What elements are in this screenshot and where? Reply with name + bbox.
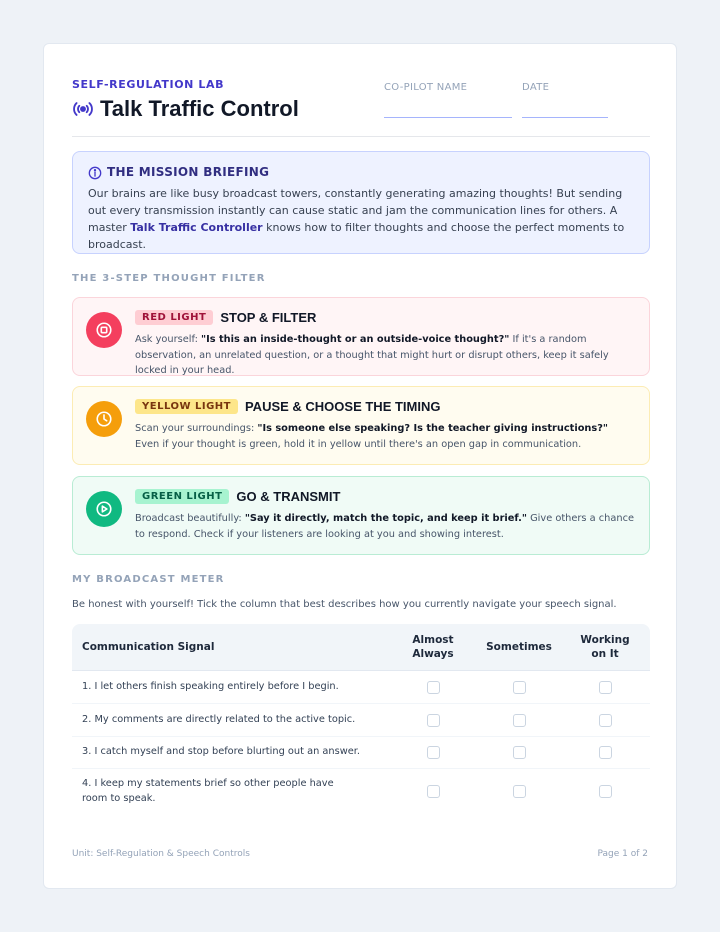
footer-unit: Unit: Self-Regulation & Speech Controls [72,849,250,859]
broadcast-icon [72,98,94,120]
date-field[interactable] [522,82,549,93]
info-icon [88,165,102,179]
signal-statement: 4. I keep my statements brief so other people have room to speak. [82,778,334,804]
step-question: "Is someone else speaking? Is the teacher giving instructions?" [257,423,609,434]
step-text-lead: Broadcast beautifully: [135,513,245,524]
step-title: STOP & FILTER [220,310,317,325]
mission-body [88,185,636,253]
column-header-signal: Communication Signal [82,641,215,653]
step-text-lead: Ask yourself: [135,334,201,345]
step-title: PAUSE & CHOOSE THE TIMING [244,399,441,414]
step-description [135,511,635,542]
step-description [135,332,635,379]
date-label: DATE [522,82,550,93]
page-title: Talk Traffic Control [100,96,299,121]
step-text-lead: Scan your surroundings: [135,423,258,434]
step-heading [135,399,440,414]
step-green-light [72,476,650,555]
signal-statement: 2. My comments are directly related to the active topic. [82,713,356,725]
meter-section-label: MY BROADCAST METER [72,574,225,585]
signal-statement: 1. I let others finish speaking entirely before I begin. [82,680,339,692]
copilot-name-label: CO-PILOT NAME [384,82,468,93]
checkbox-working-on-it[interactable] [599,785,612,798]
mission-heading [88,165,634,179]
status-badge: YELLOW LIGHT [135,399,238,414]
mission-body-text: Our brains are like busy broadcast towers, constantly generating amazing thoughts! But sending out every transmission instantly can cause static and jam the communication lines for others. A master [88,187,623,234]
table-row [72,737,650,769]
checkbox-sometimes[interactable] [513,746,526,759]
table-row [72,704,650,737]
copilot-name-field[interactable] [384,82,467,93]
meter-intro: Be honest with yourself! Tick the column that best describes how you currently navigate your speech signal. [72,599,617,610]
mission-briefing [72,151,650,254]
step-question: "Is this an inside-thought or an outside-voice thought?" [201,334,510,345]
checkbox-almost-always[interactable] [427,785,440,798]
checkbox-working-on-it[interactable] [599,746,612,759]
mission-title: THE MISSION BRIEFING [107,165,270,179]
header-divider [72,136,650,137]
date-line [522,117,608,118]
mission-body-end: knows how to filter thoughts and choose the perfect moments to broadcast. [88,221,625,251]
clock-icon [86,401,122,437]
play-circle-icon [86,491,122,527]
copilot-name-line [384,117,512,118]
step-title: GO & TRANSMIT [236,489,341,504]
table-header [72,624,650,671]
checkbox-almost-always[interactable] [427,714,440,727]
checkbox-sometimes[interactable] [513,714,526,727]
column-header-working-on-it: Working on It [580,634,630,660]
stop-circle-icon [86,312,122,348]
mission-highlight: Talk Traffic Controller [130,221,263,234]
step-text-rest: Even if your thought is green, hold it in yellow until there's an open gap in communication. [135,438,582,450]
step-red-light [72,297,650,376]
step-question: "Say it directly, match the topic, and keep it brief." [244,513,527,524]
checkbox-almost-always[interactable] [427,681,440,694]
step-heading [135,310,316,325]
status-badge: RED LIGHT [135,310,213,325]
step-description [135,421,635,452]
filter-section-label: THE 3-STEP THOUGHT FILTER [72,273,266,284]
column-header-almost-always: Almost Always [412,634,454,660]
broadcast-meter-table [72,624,650,814]
header [72,78,650,136]
table-row [72,671,650,704]
signal-statement: 3. I catch myself and stop before blurting out an answer. [82,746,360,758]
checkbox-working-on-it[interactable] [599,681,612,694]
status-badge: GREEN LIGHT [135,489,229,504]
step-yellow-light [72,386,650,465]
title-row [72,96,299,122]
step-text-rest: Give others a chance to respond. Check if your listeners are looking at you and showing interest. [135,513,634,540]
checkbox-almost-always[interactable] [427,746,440,759]
table-row [72,769,650,814]
lab-label: SELF-REGULATION LAB [72,78,225,91]
step-text-rest: If it's a random observation, an unrelated question, or a thought that might hurt or disrupt others, keep it safely locked in your head. [135,334,609,376]
column-header-sometimes: Sometimes [486,641,552,653]
step-heading [135,489,340,504]
footer-page-number: Page 1 of 2 [597,849,648,859]
checkbox-sometimes[interactable] [513,785,526,798]
worksheet-page [43,43,677,889]
checkbox-sometimes[interactable] [513,681,526,694]
checkbox-working-on-it[interactable] [599,714,612,727]
